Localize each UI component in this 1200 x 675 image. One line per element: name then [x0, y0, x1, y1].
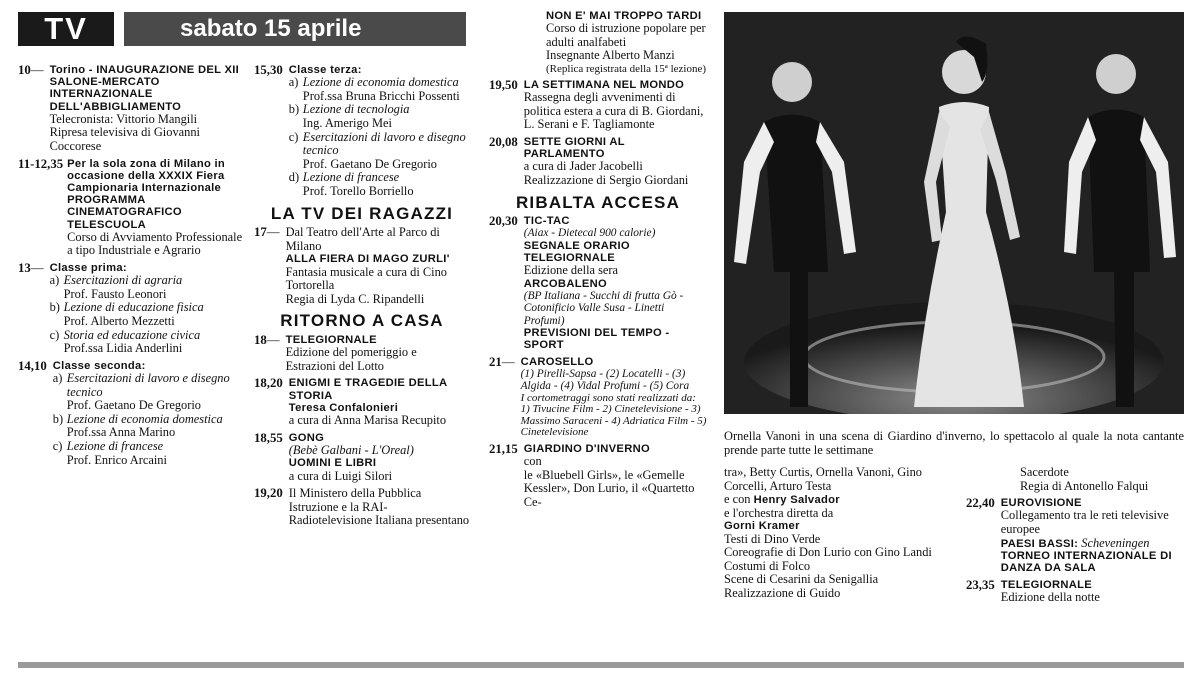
program-title: CAROSELLO	[520, 355, 594, 368]
teacher: Prof. Fausto Leonori	[63, 286, 167, 301]
program-entry: 15,30 Classe terza: a) Lezione di economia domestica Prof.ssa Bruna Bricchi Possenti b) Lezione di tecnologia Ing. Amerigo Mei c) Esercitazioni di lavoro e disegno tecnico Prof. Gaetano De Gregorio d) Lezione di francese Prof. Torello Borriello	[254, 64, 470, 199]
lesson-title: Lezione di economia domestica	[302, 75, 459, 90]
program-entry	[18, 158, 243, 258]
program-entry	[966, 579, 1184, 605]
program-detail: Dal Teatro dell'Arte al Parco di Milano	[285, 225, 440, 253]
tv-logo	[18, 12, 114, 46]
program-entry	[489, 443, 707, 510]
time-label: 20,30	[489, 214, 518, 229]
time-label: 21,15	[489, 441, 518, 456]
stage-photo	[724, 12, 1184, 414]
program-detail: Coreografie di Don Lurio con Gino Landi	[724, 545, 932, 560]
program-title: TELEGIORNALE	[285, 333, 377, 346]
program-title: ARCOBALENO	[523, 277, 607, 290]
program-title: LA SETTIMANA NEL MONDO	[523, 78, 685, 91]
section-heading: LA TV DEI RAGAZZI	[270, 203, 454, 223]
program-title: EUROVISIONE	[1000, 497, 1082, 510]
program-detail: Realizzazione di Sergio Giordani	[523, 172, 689, 187]
time-label: 18,20	[254, 376, 283, 391]
bottom-rule	[18, 662, 1184, 668]
class-title: Classe prima:	[49, 262, 127, 274]
program-detail: con	[523, 454, 542, 469]
column-4b	[966, 466, 1184, 608]
time-label: 19,20	[254, 486, 283, 501]
program-entry: 13— Classe prima: a) Esercitazioni di agraria Prof. Fausto Leonori b) Lezione di educazione fisica Prof. Alberto Mezzetti c) Storia ed educazione civica Prof.ssa Lidia Anderlini	[18, 262, 243, 356]
program-detail: Fantasia musicale a cura di Cino Tortorella	[285, 264, 447, 293]
column-2	[254, 64, 470, 532]
lesson-title: Lezione di francese	[302, 170, 400, 185]
sponsor-list: (1) Pirelli-Sapsa - (2) Locatelli - (3) Algida - (4) Vidal Profumi - (5) Cora	[520, 367, 690, 393]
column-1	[18, 64, 243, 471]
teacher: Prof.ssa Bruna Bricchi Possenti	[302, 88, 460, 103]
time-label: 18—	[254, 332, 280, 347]
program-detail: Telecronista: Vittorio Mangili	[49, 111, 198, 126]
lesson-title: Lezione di educazione fisica	[63, 300, 204, 315]
class-title: Classe terza:	[288, 64, 362, 76]
program-entry	[254, 432, 470, 484]
time-label: 10—	[18, 63, 44, 77]
time-label: 17—	[254, 225, 280, 240]
program-subtitle: Teresa Confalonieri	[288, 401, 399, 414]
program-detail: Testi di Dino Verde	[724, 531, 821, 546]
program-title: PREVISIONI DEL TEMPO - SPORT	[523, 327, 670, 352]
time-label: 14,10	[18, 358, 47, 373]
teacher: Ing. Amerigo Mei	[302, 115, 392, 130]
program-title: GIARDINO D'INVERNO	[523, 442, 650, 455]
teacher: Prof. Enrico Arcaini	[66, 452, 167, 467]
time-label: 18,55	[254, 430, 283, 445]
program-detail: Ripresa televisiva di Giovanni Coccorese	[49, 125, 200, 153]
program-title: UOMINI E LIBRI	[288, 457, 377, 470]
teacher: Prof.ssa Anna Marino	[66, 425, 176, 440]
program-entry	[254, 487, 470, 528]
program-detail: e con Henry Salvador	[724, 492, 840, 507]
teacher: Prof.ssa Lidia Anderlini	[63, 341, 183, 356]
program-detail: e l'orchestra diretta da	[724, 505, 834, 520]
program-title: GONG	[288, 431, 325, 444]
performer-name: Henry Salvador	[753, 494, 840, 507]
column-4a	[724, 466, 960, 601]
time-label: 19,50	[489, 77, 518, 92]
program-detail: Collegamento tra le reti televisive europee	[1000, 508, 1169, 536]
time-label: 23,35	[966, 577, 995, 592]
program-entry	[18, 64, 243, 154]
time-label: 11-12,35	[18, 156, 64, 171]
program-detail: Edizione del pomeriggio e Estrazioni del Lotto	[285, 345, 417, 373]
program-detail: Regia di Antonello Falqui	[1020, 478, 1149, 493]
program-detail: I cortometraggi sono stati realizzati da: 1) Tivucine Film - 2) Cinetelevisione - 3) Massimo Saraceni - 4) Adriatica Film - 5) Cinetelevisione	[520, 391, 707, 439]
program-entry	[254, 334, 470, 373]
date-banner	[124, 12, 466, 46]
teacher: Prof. Gaetano De Gregorio	[66, 398, 201, 413]
program-entry	[489, 215, 707, 351]
program-detail: a cura di Jader Jacobelli	[523, 159, 643, 174]
program-entry	[489, 356, 707, 439]
program-detail: Il Ministero della Pubblica Istruzione e la RAI-Radiotelevisione Italiana presentano	[288, 486, 470, 528]
photo-caption: Ornella Vanoni in una scena di Giardino d'inverno, lo spettacolo al quale la nota cantante prende parte tutte le settimane	[724, 429, 1184, 457]
date-heading: sabato 15 aprile	[180, 15, 362, 42]
program-entry	[489, 10, 707, 75]
time-label: 15,30	[254, 63, 283, 77]
sponsor-list: (BP Italiana - Succhi di frutta Gò - Cotonificio Valle Susa - Linetti Profumi)	[523, 289, 684, 327]
section-heading: RITORNO A CASA	[280, 311, 444, 331]
program-title: TIC-TAC	[523, 215, 570, 228]
teacher: Prof. Alberto Mezzetti	[63, 313, 175, 328]
program-detail: Corso di istruzione popolare per adulti analfabeti	[546, 21, 706, 49]
program-detail: Realizzazione di Guido	[724, 585, 841, 600]
teacher: Prof. Gaetano De Gregorio	[302, 156, 437, 171]
program-title: TELESCUOLA	[67, 218, 146, 231]
program-detail: Regia di Lyda C. Ripandelli	[285, 291, 425, 306]
program-title: PROGRAMMA CINEMATOGRAFICO	[67, 194, 182, 219]
program-detail: le «Bluebell Girls», le «Gemelle Kessler», Don Lurio, il «Quartetto Ce-	[523, 467, 695, 509]
program-title: TELEGIORNALE	[523, 251, 616, 264]
program-entry	[966, 497, 1184, 574]
program-title: TORNEO INTERNAZIONALE DI DANZA DA SALA	[1000, 550, 1172, 575]
program-detail: Insegnante Alberto Manzi	[546, 48, 675, 63]
program-detail: Sacerdote	[1020, 465, 1069, 479]
program-detail: Costumi di Folco	[724, 558, 811, 573]
program-title: Torino - INAUGURAZIONE DEL XII SALONE-MERCATO INTERNAZIONALE DELL'ABBIGLIAMENTO	[49, 64, 240, 113]
program-detail: Corso di Avviamento Professionale a tipo Industriale e Agrario	[67, 229, 243, 258]
time-label: 21—	[489, 354, 515, 369]
lesson-title: Storia ed educazione civica	[63, 327, 201, 342]
program-detail: PAESI BASSI: Scheveningen	[1000, 535, 1150, 550]
program-detail: (Replica registrata della 15ª lezione)	[546, 62, 707, 75]
lesson-title: Esercitazioni di lavoro e disegno tecnico	[66, 370, 230, 399]
program-detail: Rassegna degli avvenimenti di politica estera a cura di B. Giordani, L. Serani e F. Tagliamonte	[523, 90, 704, 132]
program-title: SETTE GIORNI AL PARLAMENTO	[523, 135, 625, 161]
program-title: TELEGIORNALE	[1000, 578, 1093, 591]
program-entry	[254, 377, 470, 427]
program-title: ALLA FIERA DI MAGO ZURLI'	[285, 253, 450, 266]
section-heading: RIBALTA ACCESA	[515, 192, 681, 212]
program-title: SEGNALE ORARIO	[523, 239, 630, 252]
program-entry	[489, 79, 707, 132]
program-detail: Edizione della sera	[523, 263, 619, 278]
performer-name: Gorni Kramer	[724, 520, 800, 533]
program-title: ENIGMI E TRAGEDIE DELLA STORIA	[288, 377, 447, 402]
time-label: 13—	[18, 261, 44, 275]
program-entry	[254, 226, 470, 306]
sponsor-list: (Bebè Galbani - L'Oreal)	[288, 442, 414, 457]
lesson-title: Lezione di economia domestica	[66, 411, 223, 426]
program-detail: a cura di Anna Marisa Recupito	[288, 412, 447, 427]
time-label: 22,40	[966, 496, 995, 511]
sponsor-list: (Aiax - Dietecal 900 calorie)	[523, 227, 656, 240]
lesson-title: Esercitazioni di agraria	[63, 273, 183, 288]
program-entry: 14,10 Classe seconda: a) Esercitazioni di lavoro e disegno tecnico Prof. Gaetano De Gregorio b) Lezione di economia domestica Prof.ssa Anna Marino c) Lezione di francese Prof. Enrico Arcaini	[18, 360, 243, 467]
time-label: 20,08	[489, 134, 518, 149]
program-entry	[489, 136, 707, 188]
class-title: Classe seconda:	[52, 359, 146, 372]
lesson-title: Lezione di tecnologia	[302, 102, 410, 117]
teacher: Prof. Torello Borriello	[302, 183, 414, 198]
program-detail: a cura di Luigi Silori	[288, 468, 393, 483]
photo-illustration	[724, 12, 1184, 414]
program-detail: tra», Betty Curtis, Ornella Vanoni, Gino Corcelli, Arturo Testa	[724, 465, 922, 493]
program-note: Per la sola zona di Milano in occasione della XXXIX Fiera Campionaria Internazionale	[67, 157, 226, 194]
column-3	[489, 10, 707, 514]
program-detail: Scene di Cesarini da Senigallia	[724, 572, 879, 587]
lesson-title: Esercitazioni di lavoro e disegno tecnico	[302, 129, 466, 158]
lesson-title: Lezione di francese	[66, 438, 164, 453]
tv-logo-text: TV	[44, 11, 88, 46]
program-title: NON E' MAI TROPPO TARDI	[546, 10, 702, 22]
program-detail: Edizione della notte	[1000, 589, 1100, 604]
